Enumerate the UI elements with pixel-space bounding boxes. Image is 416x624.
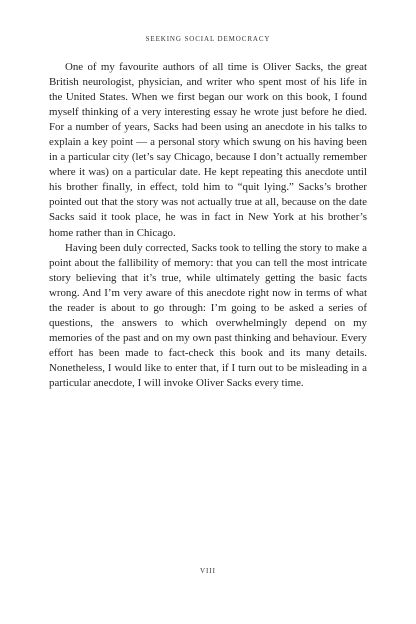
body-text — [49, 60, 367, 391]
page-number: VIII — [199, 567, 217, 575]
paragraph-1: One of my favourite authors of all time is Oliver Sacks, the great British neurologist, physician, and writer who spent most of his life in the United States. When we first began our work on this book, I found myself thinking of a very interesting essay he wrote just before he died. For a number of years, Sacks had been using an anecdote in his talks to explain a key point — a personal story which swung on his having been in a particular city (let’s say Chicago, because I don’t actually remember where it was) on a particular date. He kept repeating this anecdote until his brother finally, in effect, told him to “quit lying.” Sacks’s brother pointed out that the story was not actually true at all, because on the date Sacks said it took place, he was in fact in New York at his brother’s home rather than in Chicago. — [49, 61, 367, 239]
running-head: SEEKING SOCIAL DEMOCRACY — [145, 35, 271, 43]
paragraph-2: Having been duly corrected, Sacks took to telling the story to make a point about the fallibility of memory: that you can tell the most intricate story believing that it’s true, while ultimately getting the basic facts wrong. And I’m very aware of this anecdote right now in terms of what the reader is about to go through: I’m going to be asked a series of questions, the answers to which overwhelmingly depend on my memories of the past and on my own past thinking and behaviour. Every effort has been made to fact-check this book and its many details. Nonetheless, I would like to enter that, if I turn out to be misleading in a particular anecdote, I will invoke Oliver Sacks every time. — [49, 241, 367, 389]
